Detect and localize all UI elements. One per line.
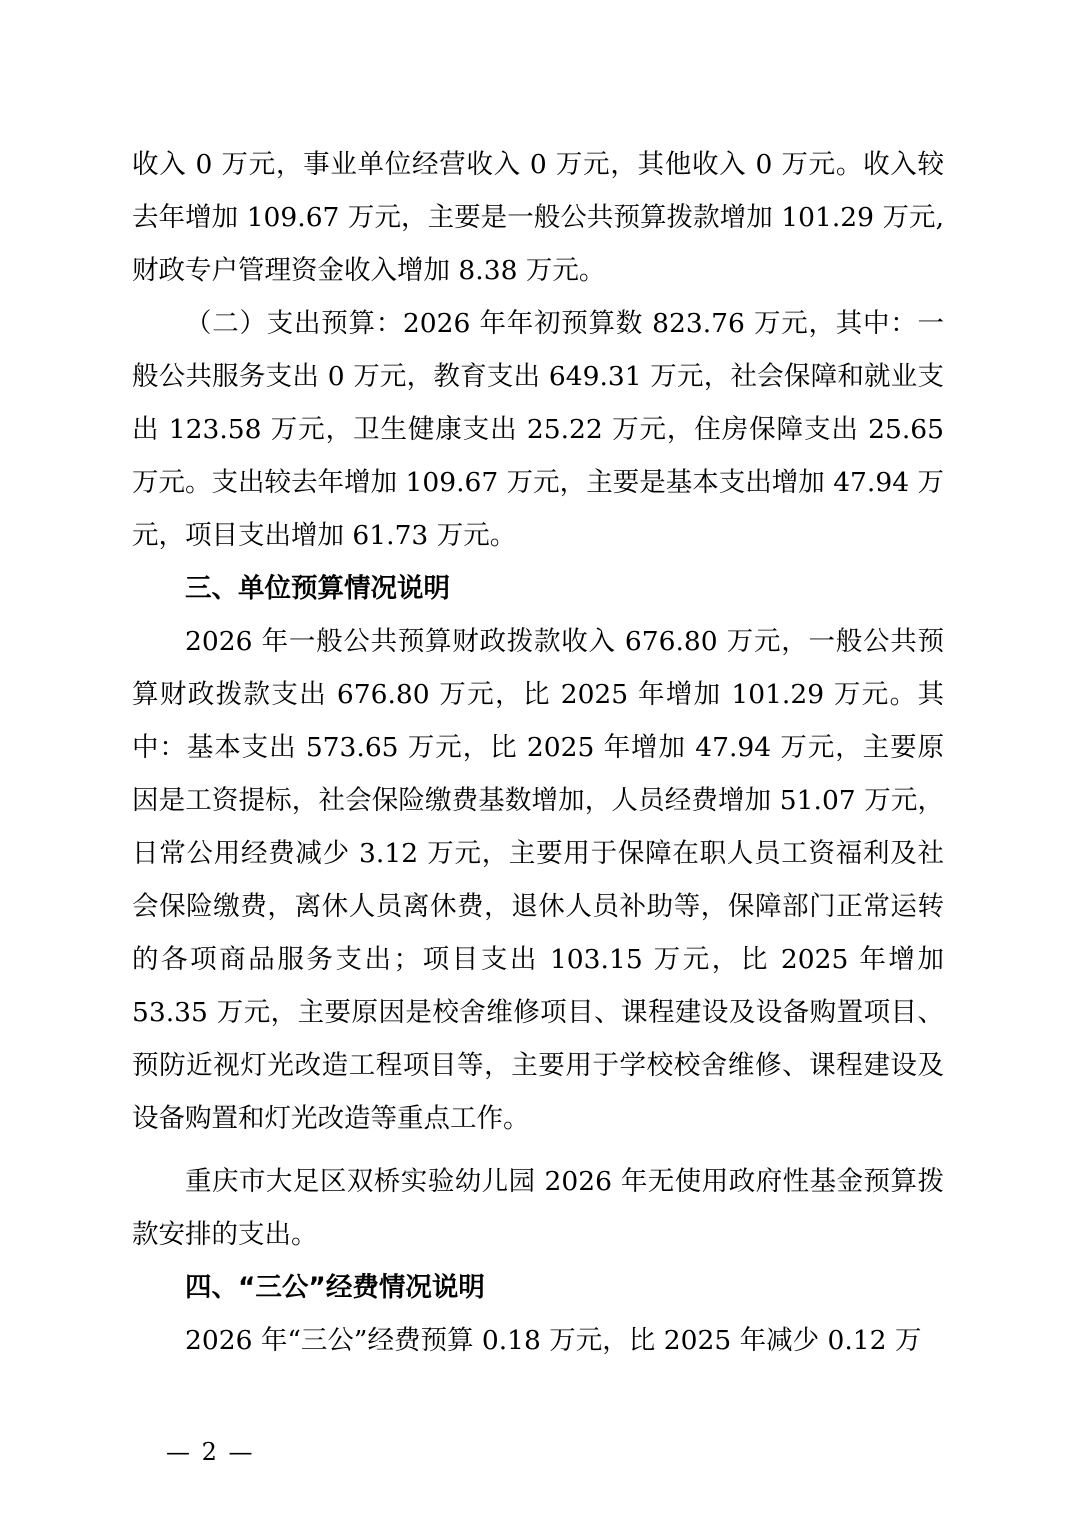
section-heading-three-public-expenses: 四、“三公”经费情况说明 <box>185 1272 485 1303</box>
document-body <box>132 138 944 1367</box>
paragraph-income-continued: 收入 0 万元，事业单位经营收入 0 万元，其他收入 0 万元。收入较去年增加 109.67 万元，主要是一般公共预算拨款增加 101.29 万元,财政专户管理资金收入增加 8.38 万元。 <box>132 149 944 286</box>
page-number: — 2 — <box>166 1438 255 1466</box>
paragraph-government-fund: 重庆市大足区双桥实验幼儿园 2026 年无使用政府性基金预算拨款安排的支出。 <box>132 1166 944 1250</box>
paragraph-unit-budget: 2026 年一般公共预算财政拨款收入 676.80 万元，一般公共预算财政拨款支出 676.80 万元，比 2025 年增加 101.29 万元。其中：基本支出 573.65 万元，比 2025 年增加 47.94 万元，主要原因是工资提标，社会保险缴费基数增加，人员经费增加 51.07 万元，日常公用经费减少 3.12 万元，主要用于保障在职人员工资福利及社会保险缴费，离休人员离休费，退休人员补助等，保障部门正常运转的各项商品服务支出；项目支出 103.15 万元，比 2025 年增加 53.35 万元，主要原因是校舍维修项目、课程建设及设备购置项目、预防近视灯光改造工程项目等，主要用于学校校舍维修、课程建设及设备购置和灯光改造等重点工作。 <box>132 626 944 1134</box>
paragraph-three-public-expenses: 2026 年“三公”经费预算 0.18 万元，比 2025 年减少 0.12 万 <box>185 1325 922 1356</box>
section-heading-unit-budget: 三、单位预算情况说明 <box>185 573 450 604</box>
paragraph-expenditure-budget: （二）支出预算：2026 年年初预算数 823.76 万元，其中：一般公共服务支出 0 万元，教育支出 649.31 万元，社会保障和就业支出 123.58 万元，卫生健康支出 25.22 万元，住房保障支出 25.65 万元。支出较去年增加 109.67 万元，主要是基本支出增加 47.94 万元，项目支出增加 61.73 万元。 <box>132 308 944 551</box>
